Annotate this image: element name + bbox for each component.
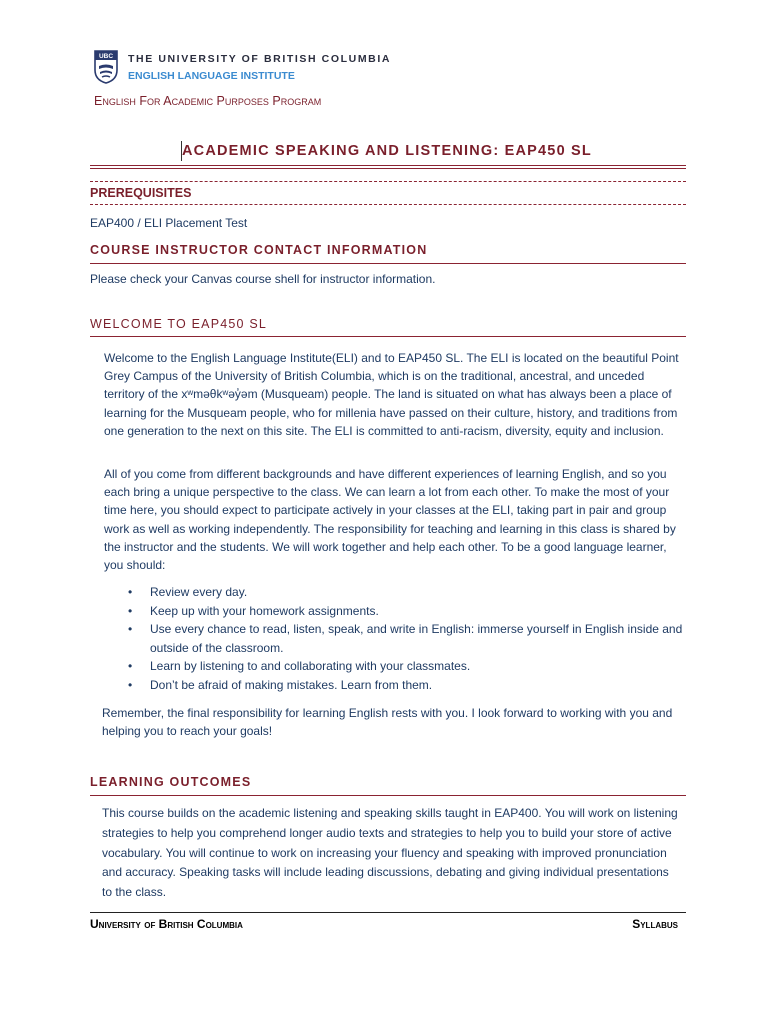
university-name: THE UNIVERSITY OF BRITISH COLUMBIA [128,53,392,65]
ubc-logo-block [94,50,404,94]
prereq-dashed-bottom [90,204,686,205]
welcome-rule [90,336,686,337]
list-item: • Learn by listening to and collaborating with your classmates. [128,659,471,673]
list-item: • Use every chance to read, listen, speak, and write in English: immerse yourself in English inside and outside of the classroom. [128,622,683,655]
list-item: • Keep up with your homework assignments. [128,603,379,618]
outcomes-heading: LEARNING OUTCOMES [90,775,252,789]
welcome-paragraph-1: Welcome to the English Language Institute(ELI) and to EAP450 SL. The ELI is located on the beautiful Point Grey Campus of the University of British Columbia, which is on the traditional, ancestral, and unceded territory of the xʷməθkʷəy̓əm (Musqueam) people. The land is situated on what has always been a place of learning for the Musqueam people, who for millenia have passed on their culture, history, and traditions from one generation to the next on this site. The ELI is committed to anti-racism, diversity, equity and inclusion. [104,351,679,438]
outcomes-text: This course builds on the academic listening and speaking skills taught in EAP400. You will work on listening strategies to help you comprehend longer audio texts and strategies to help you to build your store of active vocabulary. You will continue to work on increasing your fluency and speaking with improved pronunciation and accuracy. Speaking tasks will include leading discussions, debating and giving individual presentations to the class. [102,806,678,900]
institute-name: ENGLISH LANGUAGE INSTITUTE [128,70,295,82]
title-rule-bottom [90,168,686,169]
prerequisites-heading: PREREQUISITES [90,186,192,200]
program-name: English For Academic Purposes Program [94,94,322,108]
instructor-heading: COURSE INSTRUCTOR CONTACT INFORMATION [90,243,428,257]
instructor-text: Please check your Canvas course shell for instructor information. [90,272,436,286]
crest-text: UBC [98,53,114,61]
welcome-paragraph-3: Remember, the final responsibility for learning English rests with you. I look forward to working with you and helping you to reach your goals! [102,706,673,739]
footer-university: University of British Columbia [90,917,243,931]
list-item: • Don’t be afraid of making mistakes. Learn from them. [128,677,433,692]
title-rule-top [90,165,686,166]
learner-tips-list [128,583,688,694]
ubc-crest-icon [94,50,118,84]
instructor-rule [90,263,686,264]
course-title: ACADEMIC SPEAKING AND LISTENING: EAP450 SL [182,143,592,159]
footer-syllabus: Syllabus [632,917,678,931]
list-item: • Review every day. [128,585,248,599]
prerequisites-text: EAP400 / ELI Placement Test [90,216,248,230]
welcome-heading: WELCOME TO EAP450 SL [90,317,268,331]
outcomes-rule [90,795,686,796]
welcome-paragraph-2: All of you come from different backgrounds and have different experiences of learning English, and so you each bring a unique perspective to the class. We can learn a lot from each other. To make the most of your time here, you should expect to participate actively in your classes at the ELI, taking part in pair and group work as well as working independently. The responsibility for teaching and learning in this class is shared by the instructor and the students. We will work together and help each other. To be a good language learner, you should: [104,467,676,573]
footer-rule [90,912,686,913]
prereq-dashed-top [90,181,686,182]
